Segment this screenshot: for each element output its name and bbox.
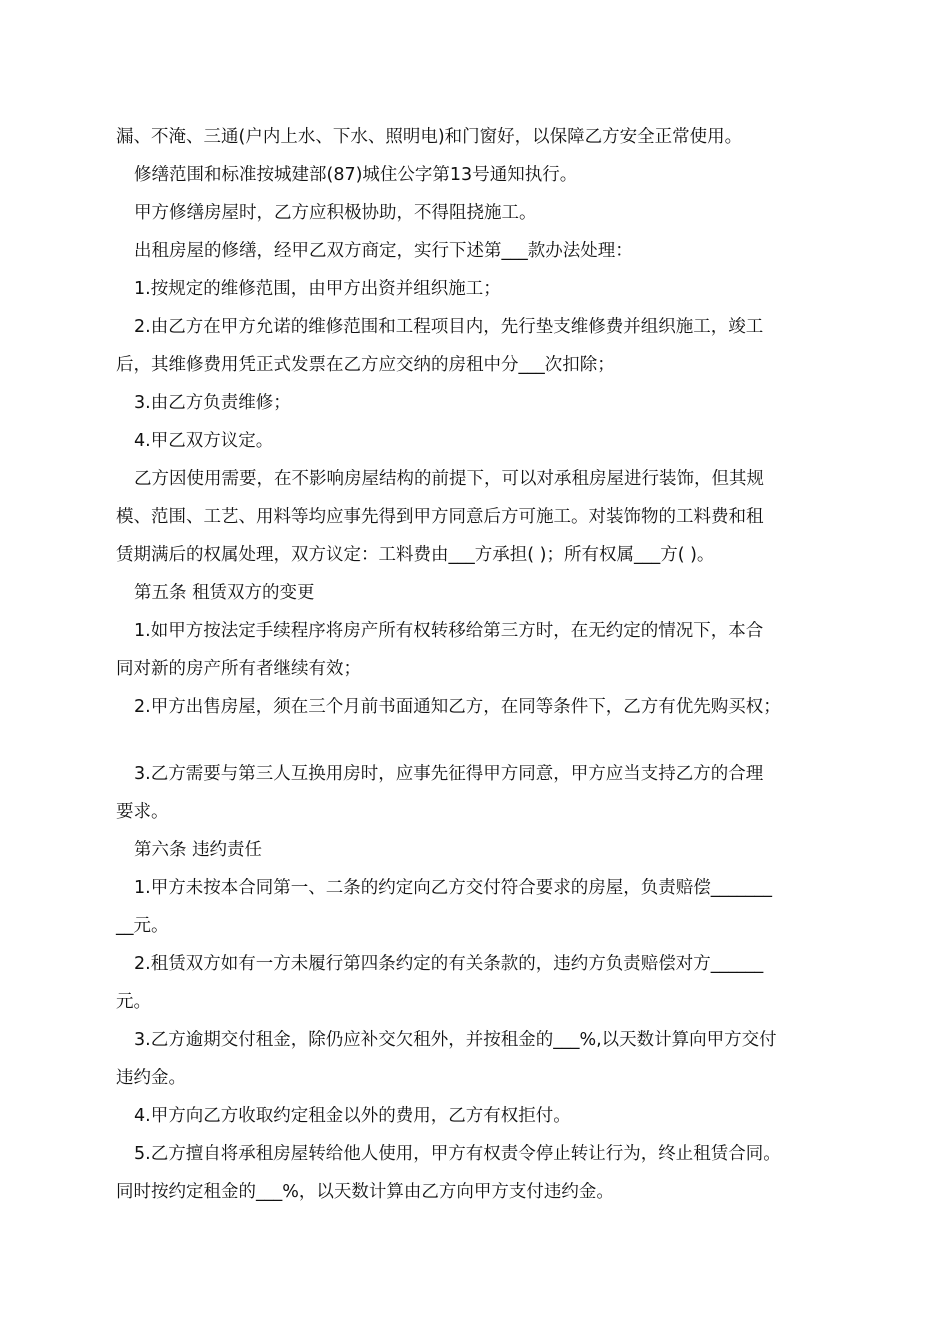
text-line: 3.由乙方负责维修； [134, 393, 291, 413]
text-line: 同时按约定租金的___%，以天数计算由乙方向甲方支付违约金。 [116, 1182, 614, 1202]
text-line: 赁期满后的权属处理，双方议定：工料费由___方承担( )；所有权属___方( )。 [116, 545, 715, 565]
text-line: 3.乙方逾期交付租金，除仍应补交欠租外，并按租金的___%,以天数计算向甲方交付 [134, 1030, 777, 1050]
text-line: 模、范围、工艺、用料等均应事先得到甲方同意后方可施工。对装饰物的工料费和租 [116, 507, 764, 527]
text-line: 4.甲方向乙方收取约定租金以外的费用，乙方有权拒付。 [134, 1106, 571, 1126]
text-line: 后，其维修费用凭正式发票在乙方应交纳的房租中分___次扣除； [116, 355, 615, 375]
text-line: 4.甲乙双方议定。 [134, 431, 274, 451]
text-line: 2.租赁双方如有一方未履行第四条约定的有关条款的，违约方负责赔偿对方______ [134, 954, 764, 974]
text-line: 2.由乙方在甲方允诺的维修范围和工程项目内，先行垫支维修费并组织施工，竣工 [134, 317, 764, 337]
text-line: 出租房屋的修缮，经甲乙双方商定，实行下述第___款办法处理： [134, 241, 633, 261]
section-heading: 第六条 违约责任 [134, 840, 263, 860]
text-line: 乙方因使用需要，在不影响房屋结构的前提下，可以对承租房屋进行装饰，但其规 [134, 469, 764, 489]
text-line: __元。 [116, 916, 169, 936]
section-heading: 第五条 租赁双方的变更 [134, 583, 315, 603]
text-line: 漏、不淹、三通(户内上水、下水、照明电)和门窗好，以保障乙方安全正常使用。 [116, 127, 743, 147]
text-line: 违约金。 [116, 1068, 186, 1088]
text-line: 3.乙方需要与第三人互换用房时，应事先征得甲方同意，甲方应当支持乙方的合理 [134, 764, 764, 784]
text-line: 1.按规定的维修范围，由甲方出资并组织施工； [134, 279, 501, 299]
text-line: 5.乙方擅自将承租房屋转给他人使用，甲方有权责令停止转让行为，终止租赁合同。 [134, 1144, 781, 1164]
text-line: 修缮范围和标准按城建部(87)城住公字第13号通知执行。 [134, 165, 578, 185]
text-line: 1.如甲方按法定手续程序将房产所有权转移给第三方时，在无约定的情况下，本合 [134, 621, 764, 641]
text-line: 2.甲方出售房屋，须在三个月前书面通知乙方，在同等条件下，乙方有优先购买权； [134, 697, 781, 717]
text-line: 元。 [116, 992, 151, 1012]
text-line: 要求。 [116, 802, 169, 822]
text-line: 同对新的房产所有者继续有效； [116, 659, 361, 679]
text-line: 甲方修缮房屋时，乙方应积极协助，不得阻挠施工。 [134, 203, 537, 223]
text-line: 1.甲方未按本合同第一、二条的约定向乙方交付符合要求的房屋，负责赔偿_______ [134, 878, 772, 898]
